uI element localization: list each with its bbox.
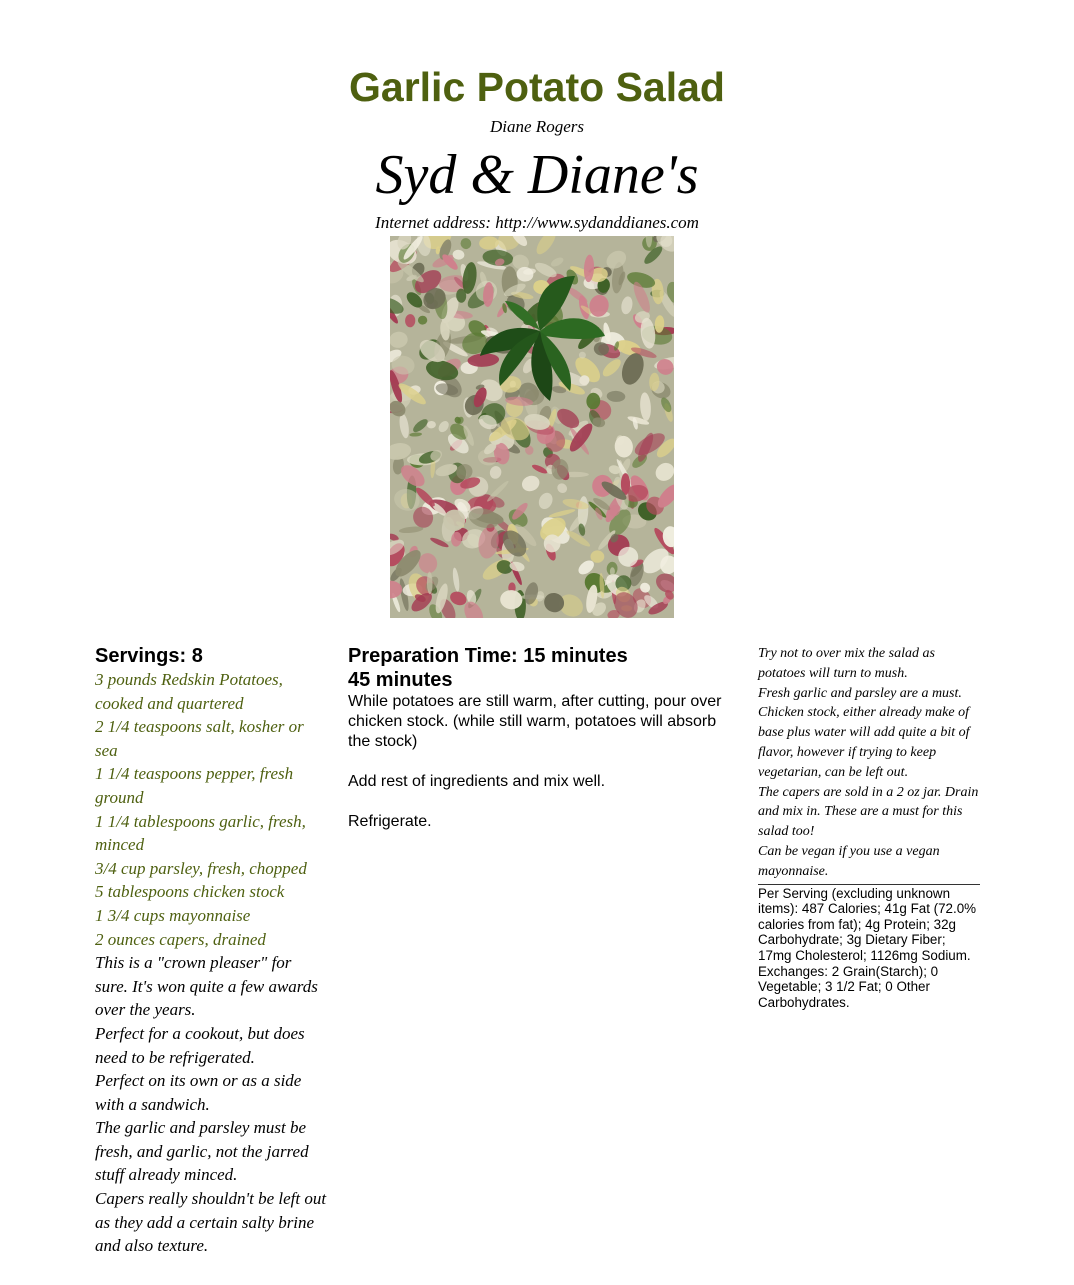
recipe-title: Garlic Potato Salad: [349, 64, 725, 110]
ingredient-item: 3/4 cup parsley, fresh, chopped: [95, 858, 307, 878]
tips: [758, 644, 980, 882]
ingredient-item: 1 1/4 teaspoons pepper, fresh ground: [95, 764, 294, 807]
ingredient-item: 2 ounces capers, drained: [95, 929, 266, 949]
ingredient-item: 5 tablespoons chicken stock: [95, 882, 285, 902]
total-time-heading: 45 minutes: [348, 669, 453, 691]
tip-paragraph: The capers are sold in a 2 oz jar. Drain and mix in. These are a must for this salad too!: [758, 784, 979, 840]
tip-paragraph: Chicken stock, either already make of base plus water will add quite a bit of flavor, however if trying to keep vegetarian, can be left out.: [758, 705, 970, 780]
directions-column: [348, 644, 728, 852]
ingredient-item: 1 1/4 tablespoons garlic, fresh, minced: [95, 811, 306, 855]
recipe-photo: [390, 236, 674, 618]
ingredient-item: 2 1/4 teaspoons salt, kosher or sea: [95, 717, 304, 760]
direction-step: While potatoes are still warm, after cutting, pour over chicken stock. (while still warm, potatoes will absorb the stock): [348, 693, 722, 750]
directions: [348, 692, 728, 832]
recipe-notes: [95, 951, 327, 1258]
tip-paragraph: Can be vegan if you use a vegan mayonnaise.: [758, 843, 940, 879]
note-paragraph: Perfect on its own or as a side with a sandwich.: [95, 1071, 302, 1114]
nutrition-info: Per Serving (excluding unknown items): 487 Calories; 41g Fat (72.0% calories from fat); 4g Protein; 32g Carbohydrate; 3g Dietary Fiber; 17mg Cholesterol; 1126mg Sodium. Exchanges: 2 Grain(Starch); 0 Vegetable; 3 1/2 Fat; 0 Other Carbohydrates.: [758, 885, 977, 1010]
ingredient-item: 1 3/4 cups mayonnaise: [95, 905, 251, 925]
note-paragraph: This is a "crown pleaser" for sure. It's won quite a few awards over the years.: [95, 953, 318, 1020]
tip-paragraph: Fresh garlic and parsley are a must.: [758, 685, 962, 701]
direction-step: Add rest of ingredients and mix well.: [348, 773, 606, 790]
web-address: Internet address: http://www.sydanddianes.com: [375, 213, 699, 232]
note-paragraph: Capers really shouldn't be left out as they add a certain salty brine and also texture.: [95, 1189, 327, 1256]
brand-name: Syd & Diane's: [375, 144, 699, 206]
servings-heading: Servings: 8: [95, 645, 203, 667]
ingredient-item: 3 pounds Redskin Potatoes, cooked and quartered: [95, 670, 283, 713]
ingredient-list: [95, 668, 327, 951]
recipe-author: Diane Rogers: [490, 117, 584, 136]
tip-paragraph: Try not to over mix the salad as potatoes will turn to mush.: [758, 646, 935, 681]
note-paragraph: Perfect for a cookout, but does need to be refrigerated.: [95, 1023, 305, 1067]
ingredients-column: [95, 644, 327, 1258]
direction-step: Refrigerate.: [348, 813, 432, 830]
note-paragraph: The garlic and parsley must be fresh, and garlic, not the jarred stuff already minced.: [95, 1118, 309, 1185]
divider: [758, 884, 980, 885]
prep-time-heading: Preparation Time: 15 minutes: [348, 645, 628, 667]
tips-column: [758, 644, 980, 1010]
